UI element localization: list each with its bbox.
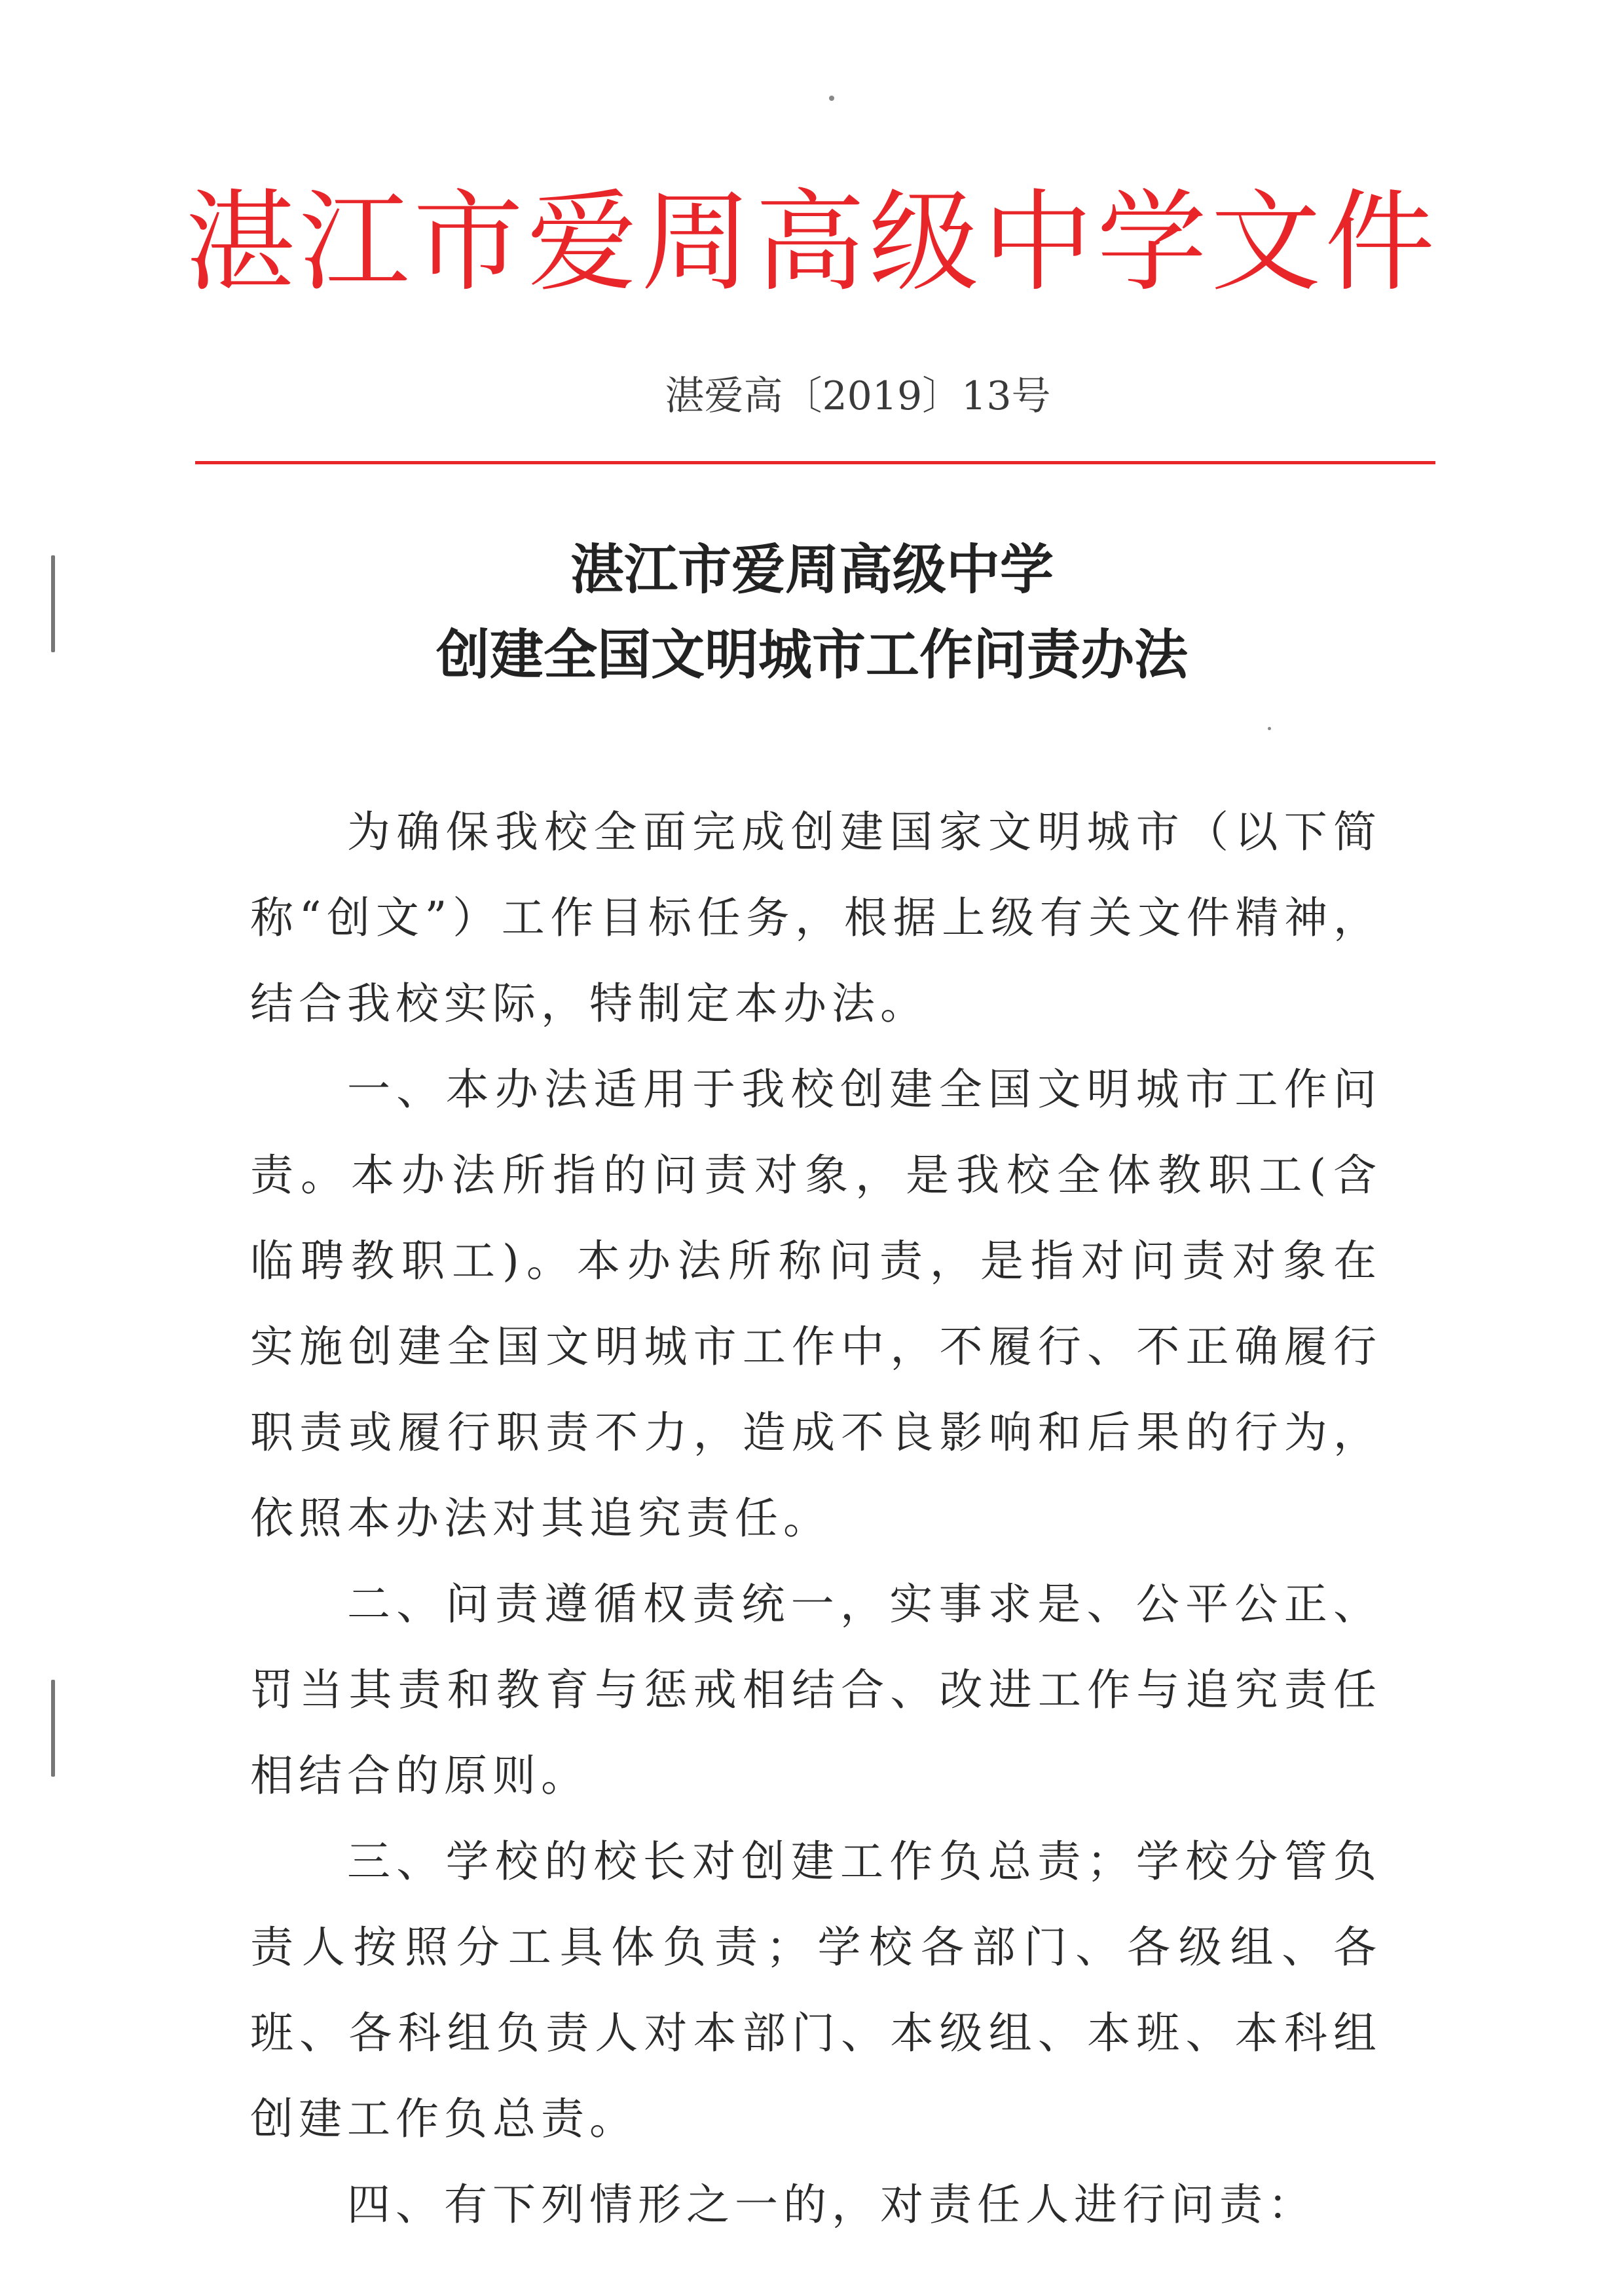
- document-title-line-2: 创建全国文明城市工作问责办法: [435, 623, 1188, 686]
- binder-hole-mark-bottom: [51, 1680, 55, 1777]
- paragraph-article-4: 四、有下列情形之一的，对责任人进行问责：: [347, 2179, 1316, 2230]
- paragraph-intro: 为确保我校全面完成创建国家文明城市（以下简称“创文”）工作目标任务，根据上级有关文件精神，结合我校实际，特制定本办法。: [250, 807, 1382, 1029]
- paragraph-article-2: 二、问责遵循权责统一，实事求是、公平公正、罚当其责和教育与惩戒相结合、改进工作与追究责任相结合的原则。: [250, 1579, 1382, 1801]
- document-body: [250, 789, 1382, 2248]
- scan-speck: [1268, 727, 1271, 730]
- paragraph-article-3: 三、学校的校长对创建工作负总责；学校分管负责人按照分工具体负责；学校各部门、各级组、各班、各科组负责人对本部门、本级组、本班、本科组创建工作负总责。: [250, 1836, 1382, 2144]
- document-number: 湛爱高〔2019〕13号: [665, 373, 1051, 419]
- scan-speck: [829, 96, 834, 101]
- paragraph-article-1: 一、本办法适用于我校创建全国文明城市工作问责。本办法所指的问责对象，是我校全体教职工(含临聘教职工)。本办法所称问责，是指对问责对象在实施创建全国文明城市工作中，不履行、不正确履行职责或履行职责不力，造成不良影响和后果的行为，依照本办法对其追究责任。: [250, 1064, 1382, 1544]
- red-divider-line: [195, 461, 1435, 464]
- document-title-line-1: 湛江市爱周高级中学: [570, 538, 1054, 601]
- binder-hole-mark-top: [51, 555, 55, 652]
- document-header-title: 湛江市爱周高级中学文件: [185, 178, 1439, 306]
